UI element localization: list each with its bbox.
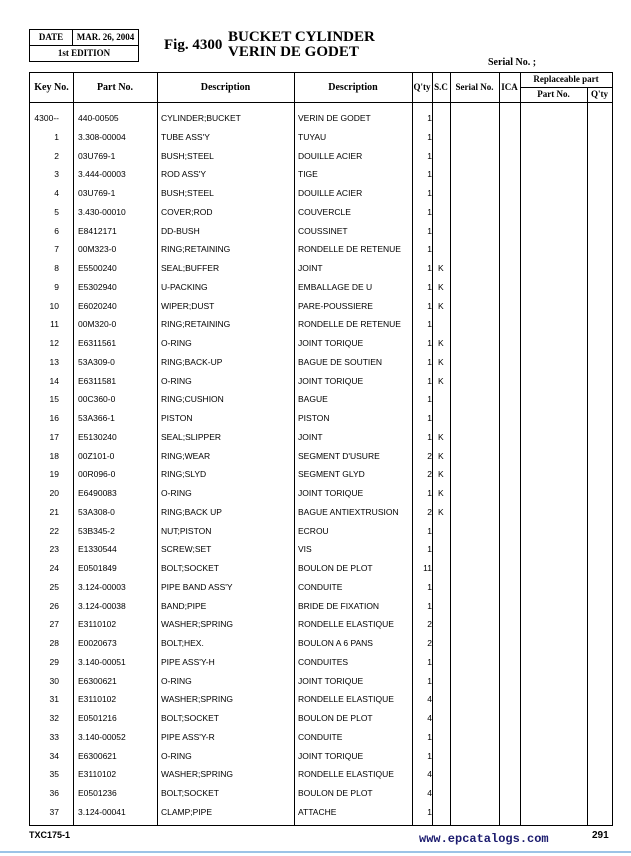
sc-cell: K [438, 338, 444, 348]
table-row [30, 147, 612, 165]
model-code: TXC175-1 [29, 830, 71, 840]
part-no-cell: 03U769-1 [78, 150, 116, 161]
key-no-cell: 6 [54, 225, 59, 236]
quantity-cell: 1 [427, 281, 432, 292]
description-en-cell: PISTON [161, 413, 193, 423]
header-rp-qty: Q'ty [591, 89, 608, 99]
header-replaceable-part: Replaceable part [533, 74, 599, 84]
quantity-cell: 2 [427, 638, 432, 648]
description-en-cell: PIPE ASS'Y-H [161, 656, 215, 667]
part-no-cell: E0501216 [78, 713, 117, 723]
description-en-cell: WASHER;SPRING [161, 694, 233, 705]
part-no-cell: E6311561 [78, 338, 117, 348]
date-box [29, 29, 139, 62]
quantity-cell: 1 [427, 263, 432, 273]
key-no-cell: 1 [54, 131, 59, 142]
title-french: VERIN DE GODET [228, 44, 359, 60]
part-no-cell: E5130240 [78, 431, 117, 442]
part-no-cell: E3110102 [78, 619, 117, 630]
date-value: MAR. 26, 2004 [76, 32, 135, 42]
description-fr-cell: CONDUITE [298, 581, 343, 592]
description-fr-cell: BRIDE DE FIXATION [298, 600, 380, 611]
description-en-cell: WIPER;DUST [161, 300, 215, 311]
description-en-cell: BUSH;STEEL [161, 188, 214, 198]
header-key-no: Key No. [34, 82, 69, 93]
key-no-cell: 37 [49, 806, 59, 817]
table-row [30, 334, 612, 352]
description-en-cell: WASHER;SPRING [161, 769, 233, 780]
quantity-cell: 11 [423, 563, 432, 573]
description-fr-cell: RONDELLE ELASTIQUE [298, 619, 394, 630]
part-no-cell: 3.124-00041 [78, 806, 126, 817]
part-no-cell: E1330544 [78, 544, 117, 555]
table-row [30, 634, 612, 652]
table-row [30, 728, 612, 746]
part-no-cell: E6311581 [78, 375, 117, 386]
table-row [30, 747, 612, 765]
part-no-cell: 53A309-0 [78, 356, 115, 367]
table-row [30, 784, 612, 802]
part-no-cell: 3.124-00003 [78, 581, 126, 592]
header-description-fr: Description [328, 82, 378, 93]
quantity-cell: 4 [427, 788, 432, 798]
description-fr-cell: SEGMENT D'USURE [298, 450, 380, 461]
header-ica: ICA [501, 82, 518, 92]
part-no-cell: E6300621 [78, 675, 117, 686]
header-sc: S.C [434, 82, 448, 92]
header-serial-no: Serial No. [455, 82, 494, 92]
header-rp-part-no: Part No. [537, 89, 570, 99]
description-en-cell: WASHER;SPRING [161, 619, 233, 630]
description-en-cell: U-PACKING [161, 281, 208, 292]
table-row [30, 803, 612, 821]
sc-cell: K [438, 431, 444, 442]
table-row [30, 672, 612, 690]
sc-cell: K [438, 375, 444, 386]
description-en-cell: SEAL;SLIPPER [161, 431, 222, 442]
description-fr-cell: VIS [298, 544, 312, 555]
sc-cell: K [438, 356, 444, 367]
description-fr-cell: VERIN DE GODET [298, 113, 371, 123]
description-en-cell: BOLT;SOCKET [161, 563, 219, 573]
quantity-cell: 1 [427, 150, 432, 161]
page-number: 291 [592, 830, 609, 841]
figure-number: Fig. 4300 [164, 37, 223, 53]
table-row [30, 259, 612, 277]
key-no-cell: 20 [49, 488, 59, 498]
page-title [228, 30, 375, 60]
description-en-cell: RING;BACK-UP [161, 356, 223, 367]
description-fr-cell: JOINT [298, 263, 323, 273]
key-no-cell: 4 [54, 188, 59, 198]
description-fr-cell: ATTACHE [298, 806, 337, 817]
part-no-cell: E3110102 [78, 694, 117, 705]
quantity-cell: 1 [427, 375, 432, 386]
key-no-cell: 24 [49, 563, 59, 573]
table-row [30, 465, 612, 483]
quantity-cell: 1 [427, 488, 432, 498]
description-fr-cell: CONDUITES [298, 656, 349, 667]
description-fr-cell: TIGE [298, 169, 318, 180]
description-en-cell: COVER;ROD [161, 206, 213, 217]
parts-table [29, 72, 613, 826]
description-fr-cell: RONDELLE DE RETENUE [298, 244, 401, 255]
header-part-no: Part No. [96, 82, 134, 93]
quantity-cell: 4 [427, 713, 432, 723]
table-row [30, 128, 612, 146]
table-row [30, 165, 612, 183]
table-row [30, 353, 612, 371]
part-no-cell: 03U769-1 [78, 188, 116, 198]
description-en-cell: RING;SLYD [161, 469, 207, 480]
quantity-cell: 2 [427, 469, 432, 480]
table-row [30, 222, 612, 240]
quantity-cell: 1 [427, 525, 432, 536]
part-no-cell: 3.430-00010 [78, 206, 126, 217]
part-no-cell: E6490083 [78, 488, 117, 498]
part-no-cell: 53B345-2 [78, 525, 115, 536]
description-fr-cell: ECROU [298, 525, 329, 536]
table-row [30, 540, 612, 558]
description-en-cell: ROD ASS'Y [161, 169, 207, 180]
table-row [30, 484, 612, 502]
key-no-cell: 30 [49, 675, 59, 686]
description-fr-cell: PISTON [298, 413, 330, 423]
part-no-cell: 3.308-00004 [78, 131, 126, 142]
description-fr-cell: JOINT TORIQUE [298, 750, 364, 761]
table-row [30, 615, 612, 633]
table-row [30, 428, 612, 446]
description-fr-cell: BAGUE [298, 394, 328, 405]
part-no-cell: E6020240 [78, 300, 117, 311]
sc-cell: K [438, 488, 444, 498]
description-fr-cell: DOUILLE ACIER [298, 150, 363, 161]
part-no-cell: 00R096-0 [78, 469, 116, 480]
table-row [30, 597, 612, 615]
key-no-cell: 22 [49, 525, 59, 536]
part-no-cell: E3110102 [78, 769, 117, 780]
description-en-cell: SCREW;SET [161, 544, 212, 555]
quantity-cell: 1 [427, 206, 432, 217]
key-no-cell: 13 [49, 356, 59, 367]
key-no-cell: 29 [49, 656, 59, 667]
key-no-cell: 14 [49, 375, 59, 386]
part-no-cell: E5302940 [78, 281, 117, 292]
key-no-cell: 18 [49, 450, 59, 461]
table-row [30, 297, 612, 315]
quantity-cell: 1 [427, 413, 432, 423]
description-en-cell: O-RING [161, 375, 192, 386]
description-fr-cell: BOULON DE PLOT [298, 788, 373, 798]
table-row [30, 184, 612, 202]
part-no-cell: E6300621 [78, 750, 117, 761]
sc-cell: K [438, 300, 444, 311]
key-no-cell: 16 [49, 413, 59, 423]
description-en-cell: RING;RETAINING [161, 244, 231, 255]
description-fr-cell: BAGUE DE SOUTIEN [298, 356, 383, 367]
key-no-cell: 5 [54, 206, 59, 217]
description-en-cell: RING;CUSHION [161, 394, 224, 405]
sc-cell: K [438, 469, 444, 480]
key-no-cell: 2 [54, 150, 59, 161]
description-fr-cell: BOULON DE PLOT [298, 563, 373, 573]
part-no-cell: 3.140-00051 [78, 656, 126, 667]
description-en-cell: TUBE ASS'Y [161, 131, 210, 142]
part-no-cell: 00C360-0 [78, 394, 116, 405]
part-no-cell: 00Z101-0 [78, 450, 115, 461]
description-fr-cell: COUVERCLE [298, 206, 351, 217]
description-en-cell: BAND;PIPE [161, 600, 207, 611]
key-no-cell: 25 [49, 581, 59, 592]
description-en-cell: BUSH;STEEL [161, 150, 214, 161]
description-en-cell: BOLT;SOCKET [161, 713, 219, 723]
part-no-cell: 3.124-00038 [78, 600, 126, 611]
description-fr-cell: JOINT TORIQUE [298, 375, 364, 386]
edition-label: 1st EDITION [57, 48, 111, 58]
description-en-cell: BOLT;HEX. [161, 638, 204, 648]
quantity-cell: 1 [427, 394, 432, 405]
part-no-cell: E5500240 [78, 263, 117, 273]
table-row [30, 653, 612, 671]
quantity-cell: 1 [427, 356, 432, 367]
description-en-cell: O-RING [161, 675, 192, 686]
sc-cell: K [438, 450, 444, 461]
key-no-cell: 26 [49, 600, 59, 611]
description-fr-cell: JOINT TORIQUE [298, 488, 364, 498]
part-no-cell: 00M320-0 [78, 319, 117, 330]
quantity-cell: 1 [427, 113, 432, 123]
table-row [30, 765, 612, 783]
quantity-cell: 1 [427, 431, 432, 442]
key-no-cell: 12 [49, 338, 59, 348]
key-no-cell: 10 [49, 300, 59, 311]
key-no-cell: 23 [49, 544, 59, 555]
quantity-cell: 4 [427, 694, 432, 705]
description-en-cell: CYLINDER;BUCKET [161, 113, 241, 123]
table-row [30, 522, 612, 540]
part-no-cell: E8412171 [78, 225, 117, 236]
quantity-cell: 2 [427, 450, 432, 461]
table-row [30, 372, 612, 390]
quantity-cell: 1 [427, 338, 432, 348]
description-fr-cell: BOULON DE PLOT [298, 713, 373, 723]
description-fr-cell: JOINT [298, 431, 323, 442]
table-row [30, 409, 612, 427]
part-no-cell: E0501849 [78, 563, 117, 573]
description-fr-cell: BAGUE ANTIEXTRUSION [298, 506, 399, 517]
description-en-cell: O-RING [161, 338, 192, 348]
table-row [30, 578, 612, 596]
quantity-cell: 1 [427, 581, 432, 592]
description-fr-cell: RONDELLE ELASTIQUE [298, 694, 394, 705]
key-no-cell: 32 [49, 713, 59, 723]
key-no-cell: 33 [49, 731, 59, 742]
description-en-cell: PIPE ASS'Y-R [161, 731, 215, 742]
key-no-cell: 35 [49, 769, 59, 780]
serial-number-label: Serial No. ; [488, 57, 537, 68]
part-no-cell: E0020673 [78, 638, 117, 648]
description-en-cell: BOLT;SOCKET [161, 788, 219, 798]
table-row [30, 503, 612, 521]
key-no-cell: 19 [49, 469, 59, 480]
quantity-cell: 1 [427, 544, 432, 555]
table-row [30, 559, 612, 577]
key-no-cell: 31 [49, 694, 59, 705]
description-fr-cell: EMBALLAGE DE U [298, 281, 373, 292]
description-fr-cell: JOINT TORIQUE [298, 675, 364, 686]
header-qty: Q'ty [413, 82, 431, 92]
description-en-cell: NUT;PISTON [161, 525, 212, 536]
description-fr-cell: TUYAU [298, 131, 327, 142]
key-no-cell: 8 [54, 263, 59, 273]
key-no-cell: 27 [49, 619, 59, 630]
key-no-cell: 15 [49, 394, 59, 405]
key-no-cell: 11 [50, 319, 59, 330]
description-en-cell: RING;RETAINING [161, 319, 231, 330]
table-row [30, 203, 612, 221]
key-no-cell: 21 [49, 506, 59, 517]
key-no-cell: 34 [49, 750, 59, 761]
part-no-cell: 3.444-00003 [78, 169, 126, 180]
key-no-cell: 36 [49, 788, 59, 798]
quantity-cell: 1 [427, 750, 432, 761]
quantity-cell: 1 [427, 675, 432, 686]
table-row [30, 278, 612, 296]
quantity-cell: 1 [427, 656, 432, 667]
quantity-cell: 1 [427, 169, 432, 180]
quantity-cell: 1 [427, 131, 432, 142]
key-no-cell: 4300-- [34, 113, 59, 123]
description-fr-cell: CONDUITE [298, 731, 343, 742]
quantity-cell: 1 [427, 244, 432, 255]
table-row [30, 447, 612, 465]
key-no-cell: 17 [49, 431, 59, 442]
table-row [30, 709, 612, 727]
description-fr-cell: RONDELLE DE RETENUE [298, 319, 401, 330]
description-fr-cell: SEGMENT GLYD [298, 469, 365, 480]
part-no-cell: 53A366-1 [78, 413, 115, 423]
table-row [30, 390, 612, 408]
part-no-cell: 00M323-0 [78, 244, 117, 255]
quantity-cell: 4 [427, 769, 432, 780]
sc-cell: K [438, 281, 444, 292]
table-row [30, 315, 612, 333]
description-en-cell: O-RING [161, 750, 192, 761]
quantity-cell: 1 [427, 600, 432, 611]
description-fr-cell: RONDELLE ELASTIQUE [298, 769, 394, 780]
key-no-cell: 28 [49, 638, 59, 648]
description-en-cell: RING;WEAR [161, 450, 211, 461]
table-row [30, 240, 612, 258]
quantity-cell: 1 [427, 806, 432, 817]
description-en-cell: O-RING [161, 488, 192, 498]
description-en-cell: CLAMP;PIPE [161, 806, 213, 817]
description-en-cell: DD-BUSH [161, 225, 200, 236]
table-row [30, 690, 612, 708]
sc-cell: K [438, 506, 444, 517]
description-en-cell: RING;BACK UP [161, 506, 222, 517]
quantity-cell: 1 [427, 225, 432, 236]
description-en-cell: PIPE BAND ASS'Y [161, 581, 233, 592]
quantity-cell: 1 [427, 188, 432, 198]
quantity-cell: 1 [427, 300, 432, 311]
part-no-cell: E0501236 [78, 788, 117, 798]
quantity-cell: 2 [427, 619, 432, 630]
part-no-cell: 440-00505 [78, 113, 119, 123]
quantity-cell: 1 [427, 731, 432, 742]
description-fr-cell: DOUILLE ACIER [298, 188, 363, 198]
title-english: BUCKET CYLINDER [228, 29, 375, 45]
quantity-cell: 1 [427, 319, 432, 330]
part-no-cell: 3.140-00052 [78, 731, 126, 742]
header-description-en: Description [200, 82, 251, 93]
description-fr-cell: PARE-POUSSIERE [298, 300, 373, 311]
table-row [30, 109, 612, 127]
description-fr-cell: JOINT TORIQUE [298, 338, 364, 348]
date-label: DATE [30, 30, 73, 45]
description-fr-cell: BOULON A 6 PANS [298, 638, 373, 648]
key-no-cell: 3 [54, 169, 59, 180]
description-en-cell: SEAL;BUFFER [161, 263, 220, 273]
website-link[interactable]: www.epcatalogs.com [419, 832, 549, 846]
sc-cell: K [438, 263, 444, 273]
bottom-divider [0, 851, 631, 853]
key-no-cell: 9 [54, 281, 59, 292]
quantity-cell: 2 [427, 506, 432, 517]
part-no-cell: 53A308-0 [78, 506, 115, 517]
key-no-cell: 7 [54, 244, 59, 255]
description-fr-cell: COUSSINET [298, 225, 348, 236]
